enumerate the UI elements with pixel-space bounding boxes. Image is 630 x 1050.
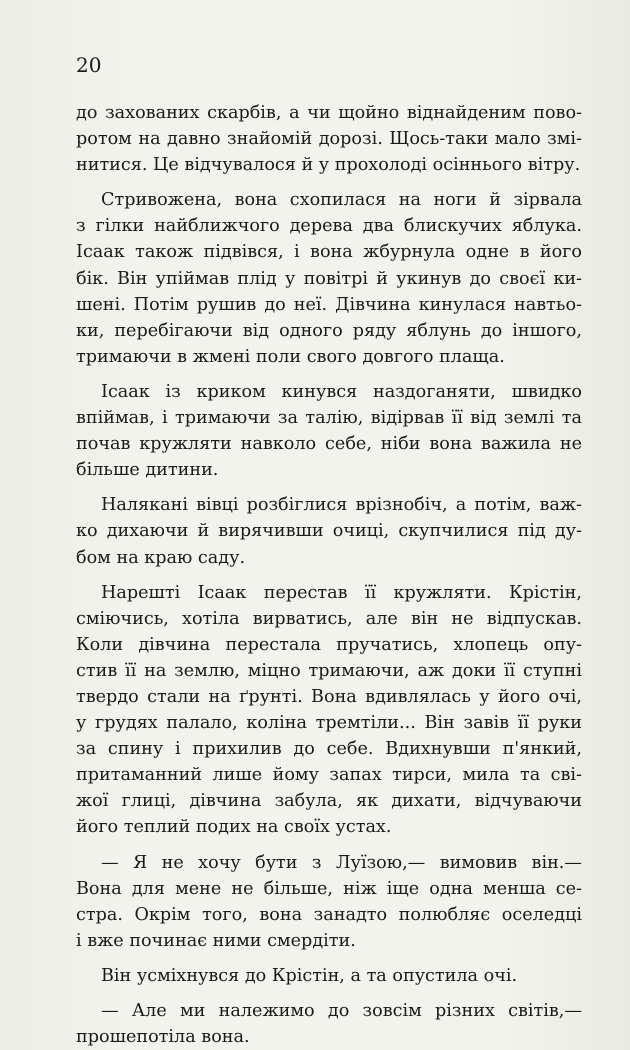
text-line: — Я не хочу бути з Луїзою,— вимовив він.—	[101, 852, 582, 873]
text-line: і вже починає ними смердіти.	[76, 930, 356, 951]
text-line: шені. Потім рушив до неї. Дівчина кинулася навтьо-	[76, 294, 582, 315]
text-line: — Але ми належимо до зовсім різних світів,—	[101, 1001, 582, 1021]
text-line: сміючись, хотіла вирватись, але він не відпускав.	[76, 608, 582, 629]
text-line: ротом на давно знайомій дорозі. Щось-таки мало змі-	[76, 129, 582, 150]
text-line: тримаючи в жмені поли свого довгого плаща.	[76, 346, 505, 367]
paragraph	[76, 187, 582, 370]
text-line: більше дитини.	[76, 460, 219, 481]
paragraph	[76, 963, 582, 989]
text-line: нитися. Це відчувалося й у прохолоді осіннього вітру.	[76, 155, 581, 176]
paragraph	[76, 998, 582, 1050]
page-number: 20	[76, 53, 102, 77]
paragraph	[76, 492, 582, 570]
text-line: притаманний лише йому запах тирси, мила та сві-	[76, 765, 582, 786]
text-line: впіймав, і тримаючи за талію, відірвав її від землі та	[76, 408, 582, 429]
text-line: ки, перебігаючи від одного ряду яблунь до іншого,	[76, 320, 582, 341]
text-line: жої глиці, дівчина забула, як дихати, відчуваючи	[76, 791, 582, 812]
text-line: його теплий подих на своїх устах.	[76, 817, 392, 838]
text-line: прошепотіла вона.	[76, 1027, 250, 1048]
text-line: твердо стали на ґрунті. Вона вдивлялась у його очі,	[76, 686, 582, 707]
text-line: з гілки найближчого дерева два блискучих яблука.	[76, 216, 582, 237]
text-line: до захованих скарбів, а чи щойно віднайденим пово-	[76, 103, 582, 123]
text-line: Вона для мене не більше, ніж іще одна менша се-	[76, 878, 582, 899]
text-line: Він усміхнувся до Крістін, а та опустила очі.	[101, 965, 518, 986]
text-line: ко дихаючи й вирячивши очиці, скупчилися під ду-	[76, 521, 582, 542]
paragraph	[76, 100, 582, 178]
text-line: Налякані вівці розбіглися врізнобіч, а потім, важ-	[101, 495, 582, 516]
text-line: стив її на землю, міцно тримаючи, аж доки її ступні	[76, 660, 582, 681]
text-line: бік. Він упіймав плід у повітрі й укинув до своєї ки-	[76, 268, 582, 289]
text-line: Коли дівчина перестала пручатись, хлопець опу-	[76, 634, 582, 655]
text-line: Нарешті Ісаак перестав її кружляти. Крістін,	[101, 582, 582, 603]
paragraph	[76, 379, 582, 483]
text-line: стра. Окрім того, вона занадто полюбляє оселедці	[76, 904, 582, 925]
paragraph	[76, 850, 582, 954]
paragraph	[76, 580, 582, 841]
text-line: бом на краю саду.	[76, 547, 246, 568]
body-text	[76, 100, 582, 1050]
text-line: Ісаак із криком кинувся наздоганяти, швидко	[101, 381, 582, 402]
text-line: за спину і прихилив до себе. Вдихнувши п'янкий,	[76, 739, 582, 760]
text-line: Стривожена, вона схопилася на ноги й зірвала	[101, 190, 582, 211]
text-line: у грудях палало, коліна тремтіли... Він завів її руки	[76, 713, 582, 734]
text-line: Ісаак також підвівся, і вона жбурнула одне в його	[76, 242, 582, 263]
text-line: почав кружляти навколо себе, ніби вона важила не	[76, 434, 582, 455]
